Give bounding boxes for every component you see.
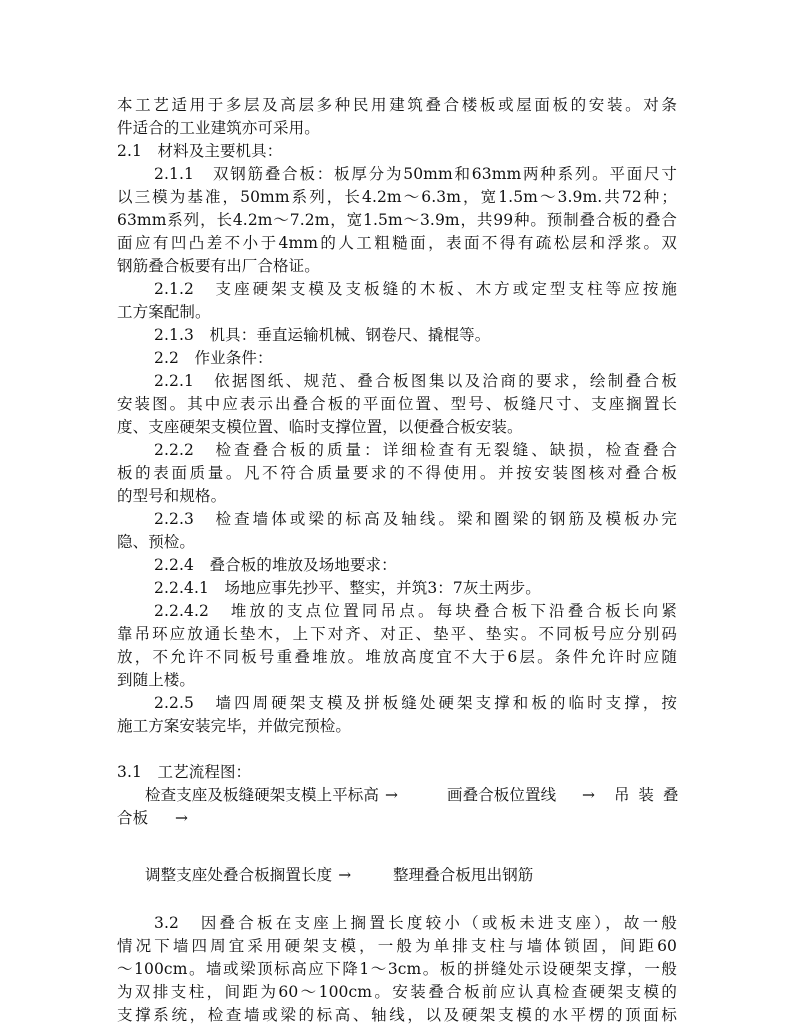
flow-step: 合板 [117, 809, 149, 827]
flow-step: 吊 装 叠 [614, 786, 681, 804]
section-heading: 2.1 材料及主要机具： [117, 142, 283, 160]
paragraph-line: 2.2.4.2 堆放的支点位置同吊点。每块叠合板下沿叠合板长向紧 [154, 602, 677, 620]
paragraph-line: 2.2.5 墙四周硬架支模及拼板缝处硬架支撑和板的临时支撑，按 [154, 694, 677, 712]
flow-step-label: 检查支座及板缝硬架支模上平标高 [145, 786, 380, 804]
paragraph-line: 2.2.4.1 场地应事先抄平、整实，并筑3：7灰土两步。 [154, 579, 541, 597]
paragraph-line: 施工方案安装完毕，并做完预检。 [117, 717, 352, 735]
paragraph-line: 到随上楼。 [117, 671, 196, 689]
paragraph-line: 靠吊环应放通长垫木，上下对齐、对正、垫平、垫实。不同板号应分别码 [117, 625, 677, 643]
paragraph-line: 情况下墙四周宜采用硬架支模，一般为单排支柱与墙体锁固，间距60 [117, 937, 677, 955]
paragraph-line: 本工艺适用于多层及高层多种民用建筑叠合楼板或屋面板的安装。对条 [117, 96, 677, 114]
paragraph-line: 面应有凹凸差不小于4mm的人工粗糙面，表面不得有疏松层和浮浆。双 [117, 234, 677, 252]
flow-step: 整理叠合板甩出钢筋 [393, 866, 534, 884]
arrow-icon: → [582, 786, 596, 804]
arrow-icon: → [385, 786, 399, 804]
paragraph-line: 2.2.2 检查叠合板的质量：详细检查有无裂缝、缺损，检查叠合 [154, 441, 677, 459]
paragraph-line: 2.1.3 机具：垂直运输机械、钢卷尺、撬棍等。 [154, 326, 491, 344]
paragraph-line: 的型号和规格。 [117, 487, 227, 505]
paragraph-line: ～100cm。墙或梁顶标高应下降1～3cm。板的拼缝处示设硬架支撑，一般 [117, 960, 677, 978]
paragraph-line: 安装图。其中应表示出叠合板的平面位置、型号、板缝尺寸、支座搁置长 [117, 395, 677, 413]
paragraph-line: 2.1.1 双钢筋叠合板：板厚分为50mm和63mm两种系列。平面尺寸 [154, 165, 677, 183]
section-heading: 3.1 工艺流程图： [117, 763, 252, 781]
paragraph-line: 为双排支柱，间距为60～100cm。安装叠合板前应认真检查硬架支模的 [117, 983, 677, 1001]
flow-step [145, 784, 398, 807]
paragraph-line: 件适合的工业建筑亦可采用。 [117, 119, 320, 137]
paragraph-line: 工方案配制。 [117, 303, 211, 321]
paragraph-line: 以三模为基准，50mm系列，长4.2m～6.3m，宽1.5m～3.9m.共72种； [117, 188, 677, 206]
paragraph-line: 63mm系列，长4.2m～7.2m，宽1.5m～3.9m，共99种。预制叠合板的叠合 [117, 211, 677, 229]
paragraph-line: 支撑系统，检查墙或梁的标高、轴线，以及硬架支模的水平楞的顶面标 [117, 1006, 677, 1024]
paragraph-line: 度、支座硬架支模位置、临时支撑位置，以便叠合板安装。 [117, 418, 523, 436]
flow-step [145, 864, 351, 887]
paragraph-line: 放，不允许不同板号重叠堆放。堆放高度宜不大于6层。条件允许时应随 [117, 648, 677, 666]
arrow-icon: → [338, 866, 352, 884]
paragraph-line: 2.2.1 依据图纸、规范、叠合板图集以及洽商的要求，绘制叠合板 [154, 372, 677, 390]
paragraph-line: 2.2.4 叠合板的堆放及场地要求： [154, 556, 397, 574]
paragraph-line: 隐、预检。 [117, 533, 196, 551]
paragraph-line: 3.2 因叠合板在支座上搁置长度较小（或板未进支座），故一般 [154, 914, 677, 932]
flow-step-label: 调整支座处叠合板搁置长度 [145, 866, 333, 884]
section-heading: 2.2 作业条件： [154, 349, 273, 367]
arrow-icon: → [175, 809, 189, 827]
paragraph-line: 2.1.2 支座硬架支模及支板缝的木板、木方或定型支柱等应按施 [154, 280, 677, 298]
paragraph-line: 板的表面质量。凡不符合质量要求的不得使用。并按安装图核对叠合板 [117, 464, 677, 482]
paragraph-line: 钢筋叠合板要有出厂合格证。 [117, 257, 320, 275]
flow-step: 画叠合板位置线 [447, 786, 557, 804]
paragraph-line: 2.2.3 检查墙体或梁的标高及轴线。梁和圈梁的钢筋及模板办完 [154, 510, 677, 528]
